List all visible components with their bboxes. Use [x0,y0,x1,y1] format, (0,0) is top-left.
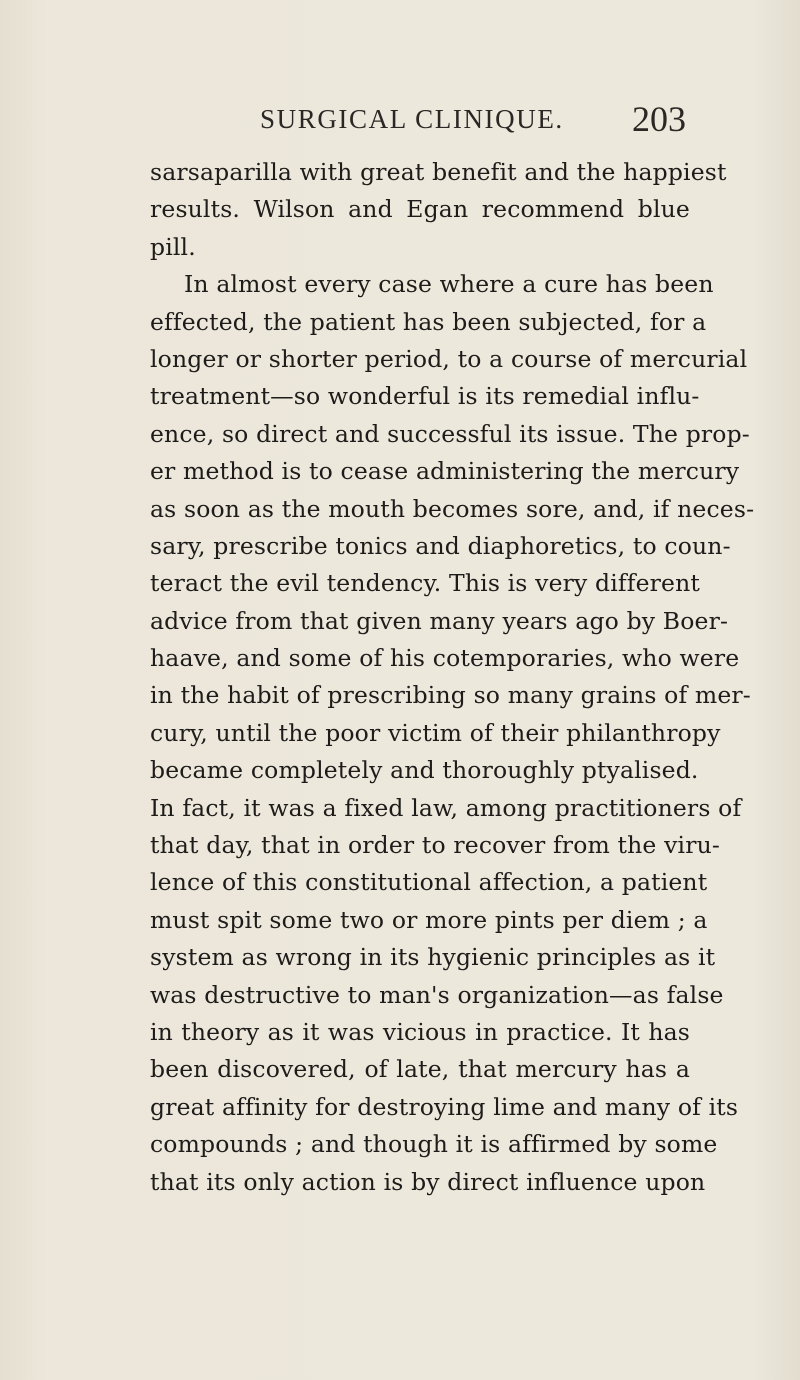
text-line: great affinity for destroying lime and many of its [150,1092,739,1121]
text-line: results. Wilson and Egan recommend blue [150,195,690,224]
text-line: became completely and thoroughly ptyalised. [150,756,699,785]
text-line: that its only action is by direct influence upon [150,1167,706,1196]
text-line: longer or shorter period, to a course of mercurial [150,344,748,373]
text-line: In fact, it was a fixed law, among practitioners of [150,793,742,822]
text-line: was destructive to man's organization—as false [150,980,724,1009]
text-line: ence, so direct and successful its issue. The prop- [150,419,750,448]
text-line: been discovered, of late, that mercury has a [150,1055,690,1084]
text-line: pill. [150,232,196,261]
text-line: effected, the patient has been subjected, for a [150,307,707,336]
text-line: system as wrong in its hygienic principles as it [150,943,716,972]
text-line: sarsaparilla with great benefit and the happiest [150,158,727,186]
text-line: lence of this constitutional affection, a patient [150,868,708,897]
text-line: In almost every case where a cure has been [184,270,714,299]
text-line: must spit some two or more pints per diem ; a [150,905,708,934]
text-line: er method is to cease administering the mercury [150,457,740,486]
text-line: that day, that in order to recover from the viru- [150,831,720,860]
text-line: in theory as it was vicious in practice. It has [150,1017,690,1046]
text-line: in the habit of prescribing so many grains of mer- [150,681,751,710]
text-line: compounds ; and though it is affirmed by some [150,1130,718,1159]
text-line: treatment—so wonderful is its remedial influ- [150,382,700,411]
text-line: haave, and some of his cotemporaries, who were [150,644,740,673]
running-title: SURGICAL CLINIQUE. [260,104,564,134]
running-head [150,99,686,144]
text-line: as soon as the mouth becomes sore, and, if neces- [150,494,755,523]
body-text [150,154,755,1201]
text-line: cury, until the poor victim of their philanthropy [150,718,721,747]
text-line: sary, prescribe tonics and diaphoretics, to coun- [150,531,731,560]
text-line: teract the evil tendency. This is very different [150,569,700,598]
text-line: advice from that given many years ago by Boer- [150,606,729,635]
page-number: 203 [632,99,686,139]
